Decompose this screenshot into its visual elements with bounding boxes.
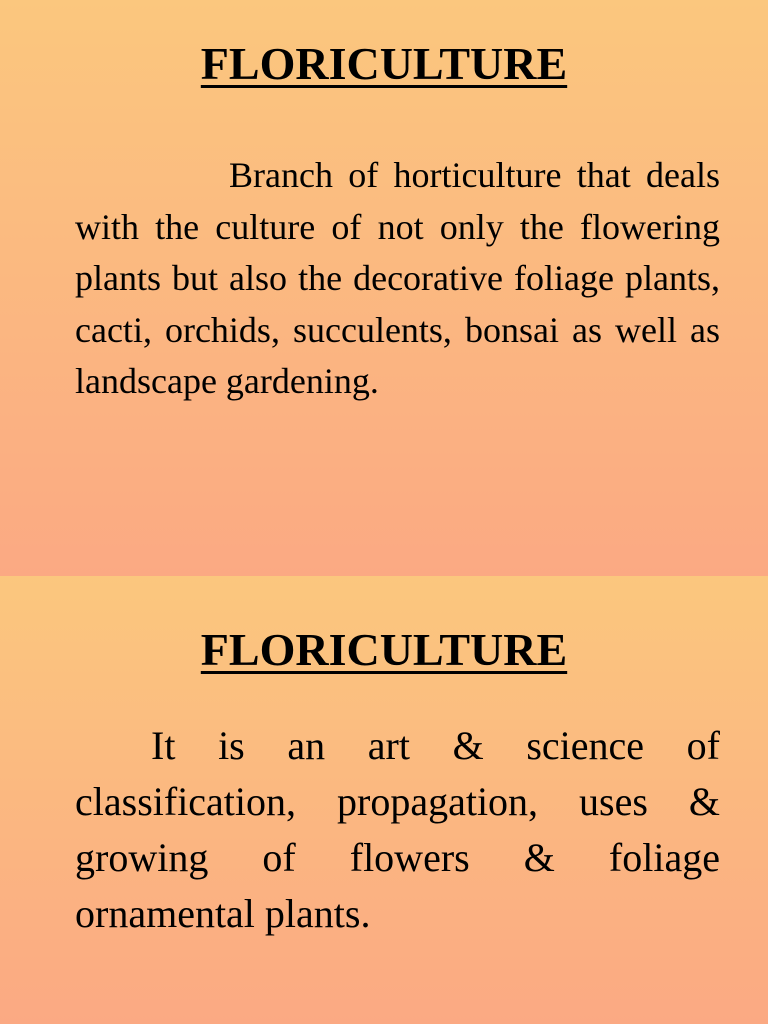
slide-body-text: It is an art & science of classification, propagation, uses & growing of flowers & foliage ornamental plants.	[75, 723, 720, 936]
slide-body-text: Branch of horticulture that deals with the culture of not only the flowering plants but also the decorative foliage plants, cacti, orchids, succulents, bonsai as well as landscape gardening.	[75, 155, 720, 401]
slide-title: FLORICULTURE	[200, 624, 568, 675]
slide-2	[0, 576, 768, 1024]
slide-title: FLORICULTURE	[200, 38, 568, 89]
